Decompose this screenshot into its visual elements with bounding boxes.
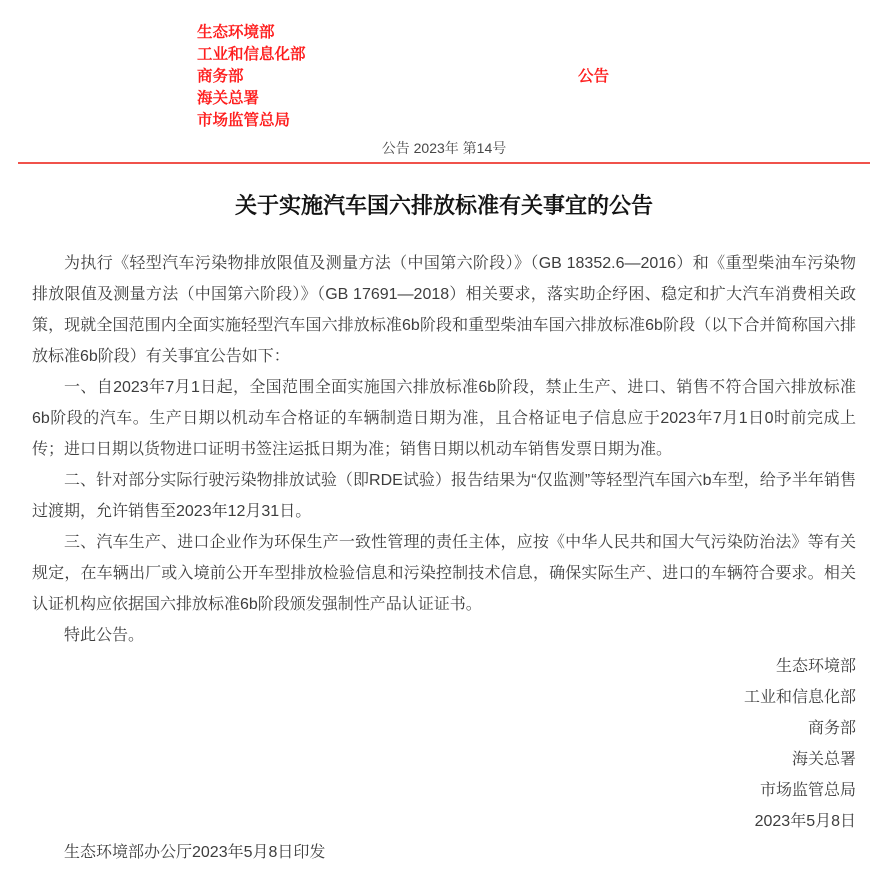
signature-moee: 生态环境部 xyxy=(775,658,856,675)
signature-block xyxy=(32,651,856,837)
signature-customs: 海关总署 xyxy=(791,751,856,768)
doc-body xyxy=(32,248,856,868)
paragraph-intro: 为执行《轻型汽车污染物排放限值及测量方法（中国第六阶段）》（GB 18352.6—2016）和《重型柴油车污染物排放限值及测量方法（中国第六阶段）》（GB 17691—2018）相关要求，落实助企纾困、稳定和扩大汽车消费相关政策，现就全国范围内全面实施轻型汽车国六排放标准6b阶段和重型柴油车国六排放标准6b阶段（以下合并简称国六排放标准6b阶段）有关事宜公告如下： xyxy=(32,255,856,365)
paragraph-closing: 特此公告。 xyxy=(64,627,145,644)
paragraph-item2: 二、针对部分实际行驶污染物排放试验（即RDE试验）报告结果为“仅监测”等轻型汽车国六b车型，给予半年销售过渡期，允许销售至2023年12月31日。 xyxy=(32,472,856,520)
paragraph-item3: 三、汽车生产、进口企业作为环保生产一致性管理的责任主体，应按《中华人民共和国大气污染防治法》等有关规定，在车辆出厂或入境前公开车型排放检验信息和污染控制技术信息，确保实际生产、进口的车辆符合要求。相关认证机构应依据国六排放标准6b阶段颁发强制性产品认证证书。 xyxy=(32,534,856,613)
signature-miit: 工业和信息化部 xyxy=(743,689,856,706)
signature-samr: 市场监管总局 xyxy=(759,782,856,799)
paragraph-item1: 一、自2023年7月1日起，全国范围全面实施国六排放标准6b阶段，禁止生产、进口、销售不符合国六排放标准6b阶段的汽车。生产日期以机动车合格证的车辆制造日期为准，且合格证电子信息应于2023年7月1日0时前完成上传；进口日期以货物进口证明书签注运抵日期为准；销售日期以机动车销售发票日期为准。 xyxy=(32,379,856,458)
signature-date: 2023年5月8日 xyxy=(754,813,856,830)
announcement-label: 公告 xyxy=(578,68,610,85)
agency-samr: 市场监管总局 xyxy=(197,112,291,129)
signature-mofcom: 商务部 xyxy=(807,720,856,737)
page-title: 关于实施汽车国六排放标准有关事宜的公告 xyxy=(234,193,653,218)
doc-number: 公告 2023年 第14号 xyxy=(381,140,507,156)
agency-customs: 海关总署 xyxy=(197,90,260,107)
footer-imprint: 生态环境部办公厅2023年5月8日印发 xyxy=(64,844,326,861)
issuing-agencies xyxy=(197,22,306,132)
red-divider-line xyxy=(18,162,870,164)
agency-mofcom: 商务部 xyxy=(197,68,244,85)
agency-moee: 生态环境部 xyxy=(197,24,275,41)
agency-miit: 工业和信息化部 xyxy=(197,46,306,63)
